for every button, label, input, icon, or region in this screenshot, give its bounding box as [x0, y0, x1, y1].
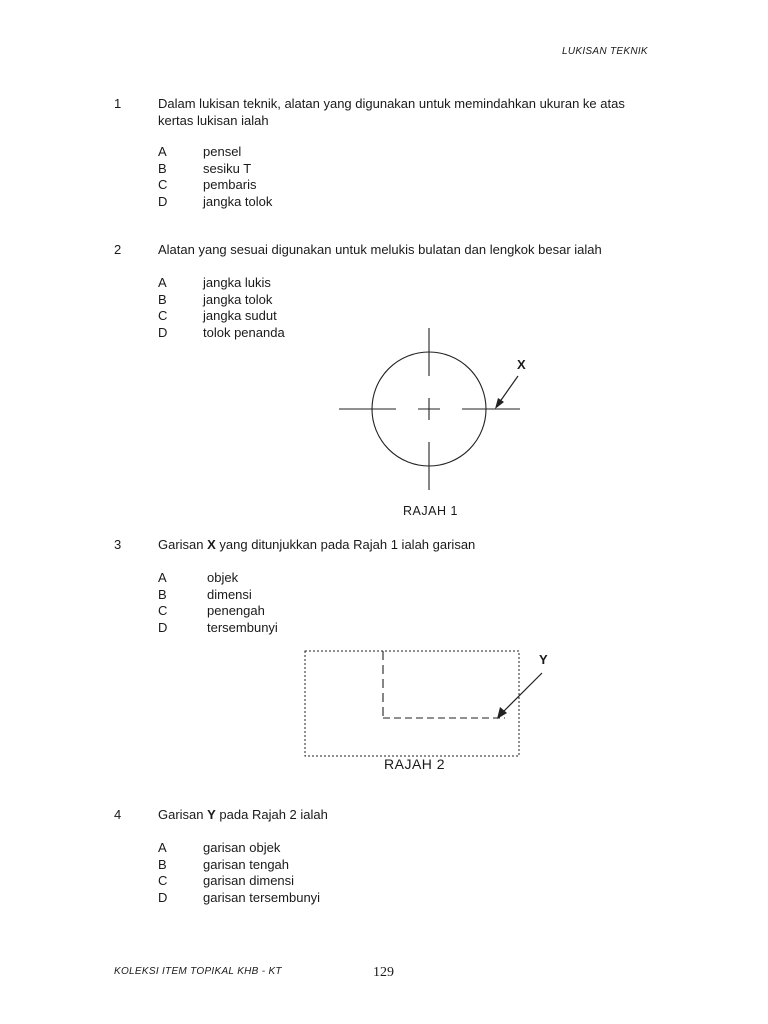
option-letter: A: [158, 570, 167, 585]
option-letter: D: [158, 889, 168, 905]
question-4-stem: [158, 807, 668, 824]
option-text: garisan objek: [203, 840, 281, 855]
option-letter: B: [158, 586, 167, 602]
rajah-2-outline: [305, 651, 519, 756]
option-text: jangka tolok: [203, 193, 273, 209]
option-text: garisan tersembunyi: [203, 889, 321, 905]
rajah-1-circle: [372, 352, 486, 466]
option-letter: D: [158, 324, 168, 340]
question-1-number: 1: [114, 96, 122, 111]
option-letter: D: [158, 619, 168, 635]
page-number: 129: [373, 965, 394, 980]
rajah-1-caption: RAJAH 1: [403, 504, 458, 518]
question-4-stem-bold: Y: [207, 807, 216, 822]
question-3-stem-bold: X: [207, 537, 216, 552]
option-text: tolok penanda: [203, 324, 285, 340]
question-3-stem-pre: Garisan: [158, 537, 208, 552]
option-letter: C: [158, 873, 168, 888]
question-2-number: 2: [114, 242, 122, 257]
question-4-stem-pre: Garisan: [158, 807, 208, 822]
question-3-number: 3: [114, 537, 122, 552]
question-2-stem: Alatan yang sesuai digunakan untuk melukis bulatan dan lengkok besar ialah: [158, 242, 602, 257]
option-text: jangka lukis: [203, 275, 271, 290]
rajah-1-leader-line: [499, 376, 518, 403]
option-text: sesiku T: [203, 160, 252, 176]
option-text: jangka sudut: [203, 308, 277, 323]
option-text: garisan dimensi: [203, 873, 295, 888]
rajah-2-arrowhead: [497, 707, 507, 719]
rajah-1-arrowhead: [495, 398, 504, 409]
question-1-stem-line2: kertas lukisan ialah: [158, 112, 269, 128]
option-letter: C: [158, 603, 168, 618]
question-1-stem-line1: Dalam lukisan teknik, alatan yang digunakan untuk memindahkan ukuran ke atas: [158, 96, 625, 111]
rajah-1-label-x: X: [517, 357, 526, 372]
option-text: objek: [207, 570, 239, 585]
question-4-number: 4: [114, 807, 122, 822]
footer-collection-title: KOLEKSI ITEM TOPIKAL KHB - KT: [114, 966, 282, 977]
option-text: garisan tengah: [203, 856, 290, 872]
question-4-stem-post: pada Rajah 2 ialah: [215, 807, 328, 822]
option-text: tersembunyi: [207, 619, 278, 635]
question-3-stem-post: yang ditunjukkan pada Rajah 1 ialah garisan: [215, 537, 476, 552]
rajah-2-label-y: Y: [539, 652, 548, 667]
option-letter: A: [158, 275, 167, 290]
option-letter: B: [158, 291, 167, 307]
option-text: pembaris: [203, 177, 257, 192]
question-1-stem: [158, 96, 668, 129]
option-letter: C: [158, 177, 168, 192]
running-header: LUKISAN TEKNIK: [562, 46, 648, 57]
option-text: jangka tolok: [203, 291, 273, 307]
rajah-2-caption: RAJAH 2: [384, 756, 446, 772]
option-letter: A: [158, 840, 167, 855]
option-text: penengah: [207, 603, 265, 618]
option-letter: C: [158, 308, 168, 323]
rajah-2-leader-line: [502, 673, 542, 713]
option-letter: B: [158, 160, 167, 176]
option-text: pensel: [203, 144, 242, 159]
option-text: dimensi: [207, 586, 252, 602]
option-letter: D: [158, 193, 168, 209]
question-3-stem: [158, 537, 668, 554]
option-letter: A: [158, 144, 167, 159]
option-letter: B: [158, 856, 167, 872]
